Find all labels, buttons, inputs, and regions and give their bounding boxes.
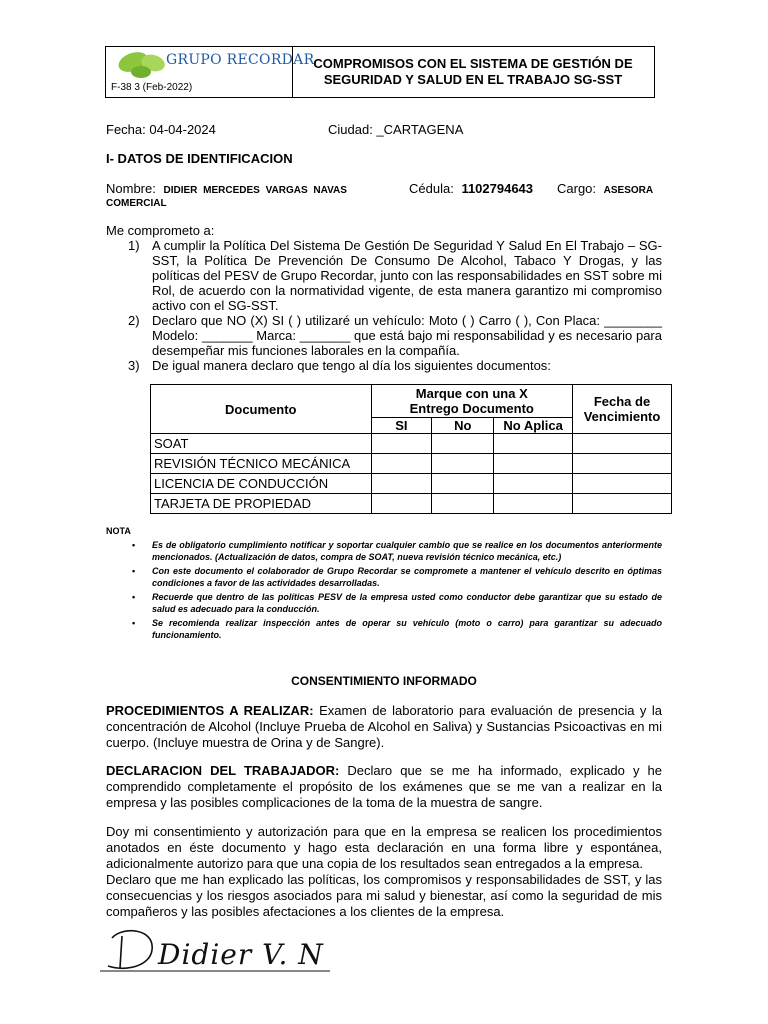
document-title: [292, 47, 654, 97]
document-name: REVISIÓN TÉCNICO MECÁNICA: [151, 454, 372, 474]
commitment-item: [106, 313, 662, 358]
title-line-2: SEGURIDAD Y SALUD EN EL TRABAJO SG-SST: [323, 72, 623, 87]
notes-section: [106, 525, 662, 643]
si-cell: [371, 454, 432, 474]
fecha-field: [106, 122, 216, 137]
si-cell: [371, 494, 432, 514]
fecha-label: Fecha:: [106, 122, 146, 137]
commitment-text: De igual manera declaro que tengo al día los siguientes documentos:: [152, 358, 551, 373]
table-row: [151, 494, 672, 514]
fecha-value: 04-04-2024: [149, 122, 216, 137]
document-name: LICENCIA DE CONDUCCIÓN: [151, 474, 372, 494]
commitments-list: [106, 238, 662, 373]
fecha-line-2: Vencimiento: [583, 409, 661, 424]
fecha-cell: [573, 474, 672, 494]
table-row: [151, 454, 672, 474]
cedula-label: Cédula:: [409, 181, 454, 196]
col-header-no-aplica: No Aplica: [494, 418, 573, 434]
note-item: [106, 591, 662, 616]
no-cell: [432, 474, 494, 494]
note-item: [106, 617, 662, 642]
marque-line-1: Marque con una X: [415, 386, 528, 401]
no-cell: [432, 454, 494, 474]
document-name: TARJETA DE PROPIEDAD: [151, 494, 372, 514]
commitments-intro: Me comprometo a:: [106, 223, 215, 238]
notes-title: NOTA: [106, 526, 131, 536]
ciudad-label: Ciudad:: [328, 122, 373, 137]
signature: [100, 916, 332, 974]
section-title-identificacion: I- DATOS DE IDENTIFICACION: [106, 151, 293, 166]
cargo-field: [557, 181, 653, 198]
commitment-text: A cumplir la Política Del Sistema De Gestión De Seguridad Y Salud En El Trabajo – SG-SST, la Política De Prevención De Consumo De Alcohol, Tabaco Y Drogas, y las políticas del PESV de Grupo Recordar, junto con las responsabilidades en SST sobre mi Rol, de acuerdo con la normatividad vigente, de esta manera garantizo mi compromiso activo con el SG-SST.: [152, 238, 662, 313]
procedures-text: Examen de laboratorio para evaluación de presencia y la concentración de Alcohol (Incluye Prueba de Alcohol en Saliva) y Sustancias Psicoactivas en mi cuerpo. (Incluye muestra de Orina y de Sangre).: [106, 703, 662, 750]
consent-paragraph: Doy mi consentimiento y autorización para que en la empresa se realicen los procedimientos anotados en éste documento y hago esta declaración en una forma libre y espontánea, adicionalmente autorizo para que una copia de los resultados sean entregados a la empresa.: [106, 824, 662, 871]
consent-title: CONSENTIMIENTO INFORMADO: [291, 674, 477, 688]
ciudad-value: _CARTAGENA: [376, 122, 464, 137]
no-aplica-cell: [494, 454, 573, 474]
note-text: Con este documento el colaborador de Grupo Recordar se compromete a mantener el vehículo descrito en óptimas condiciones a favor de las actividades desarrolladas.: [152, 565, 662, 588]
no-cell: [432, 494, 494, 514]
fecha-cell: [573, 454, 672, 474]
cargo-value: ASESORA: [603, 185, 654, 196]
no-aplica-cell: [494, 434, 573, 454]
worker-declaration-paragraph: [106, 763, 662, 811]
grupo-recordar-logo-icon: [115, 50, 167, 80]
fecha-cell: [573, 494, 672, 514]
signature-text: Didier V. N: [158, 938, 324, 971]
nombre-value-continued: COMERCIAL: [106, 198, 167, 209]
cedula-field: [409, 181, 533, 196]
fecha-line-1: Fecha de: [593, 394, 651, 409]
col-header-no: No: [432, 418, 494, 434]
declaration-label: DECLARACION DEL TRABAJADOR:: [106, 763, 340, 778]
document-code: F-38 3 (Feb-2022): [111, 82, 193, 93]
declaration-text: Declaro que se me ha informado, explicado y he comprendido completamente el propósito de los exámenes que se me van a realizar en la empresa y las posibles complicaciones de la toma de la muestra de sangre.: [106, 763, 662, 810]
cedula-value: 1102794643: [461, 181, 534, 196]
commitment-number: 2): [128, 313, 140, 328]
col-header-documento: Documento: [151, 385, 372, 434]
logo-block: [106, 47, 315, 97]
commitment-number: 3): [128, 358, 140, 373]
note-text: Recuerde que dentro de las políticas PESV de la empresa usted como conductor debe garantizar que su estado de salud es adecuado para la conducción.: [152, 591, 662, 614]
note-text: Es de obligatorio cumplimiento notificar y soportar cualquier cambio que se realice en los documentos anteriormente mencionados. (Actualización de datos, compra de SOAT, nueva revisión técnico mecánica, etc.): [152, 539, 662, 562]
title-line-1: COMPROMISOS CON EL SISTEMA DE GESTIÓN DE: [313, 56, 633, 71]
documents-table: [150, 384, 672, 514]
bullet-icon: •: [132, 565, 136, 576]
bullet-icon: •: [132, 591, 136, 602]
fecha-cell: [573, 434, 672, 454]
ciudad-field: [328, 122, 463, 137]
signature-drawing: [100, 916, 332, 974]
commitment-text: Declaro que NO (X) SI ( ) utilizaré un vehículo: Moto ( ) Carro ( ), Con Placa: ________ Modelo: _______ Marca: _______ que está bajo mi responsabilidad y es necesario para desempeñar mis funciones laborales en la compañía.: [152, 313, 662, 358]
si-cell: [371, 474, 432, 494]
no-cell: [432, 434, 494, 454]
table-row: [151, 474, 672, 494]
nombre-value: DIDIER MERCEDES VARGAS NAVAS: [163, 185, 347, 196]
bullet-icon: •: [132, 539, 136, 550]
procedures-paragraph: [106, 703, 662, 751]
col-header-fecha-vencimiento: [573, 385, 672, 434]
nombre-label: Nombre:: [106, 181, 156, 196]
logo-text: GRUPO RECORDAR: [166, 52, 315, 68]
marque-line-2: Entrego Documento: [409, 401, 534, 416]
note-item: [106, 539, 662, 564]
commitment-number: 1): [128, 238, 140, 253]
procedures-label: PROCEDIMIENTOS A REALIZAR:: [106, 703, 314, 718]
col-header-marque: [371, 385, 573, 418]
commitment-item: [106, 358, 662, 373]
document-name: SOAT: [151, 434, 372, 454]
no-aplica-cell: [494, 474, 573, 494]
policies-declaration-paragraph: Declaro que me han explicado las políticas, los compromisos y responsabilidades de SST, y las consecuencias y los riesgos asociados para mi salud y bienestar, así como la seguridad de mis compañeros y las posibles afectaciones a los clientes de la empresa.: [106, 872, 662, 919]
bullet-icon: •: [132, 617, 136, 628]
cargo-label: Cargo:: [557, 181, 597, 196]
note-text: Se recomienda realizar inspección antes de operar su vehículo (moto o carro) para garantizar su adecuado funcionamiento.: [152, 617, 662, 640]
note-item: [106, 565, 662, 590]
no-aplica-cell: [494, 494, 573, 514]
document-header: [105, 46, 655, 98]
si-cell: [371, 434, 432, 454]
commitment-item: [106, 238, 662, 313]
table-row: [151, 434, 672, 454]
col-header-si: SI: [371, 418, 432, 434]
